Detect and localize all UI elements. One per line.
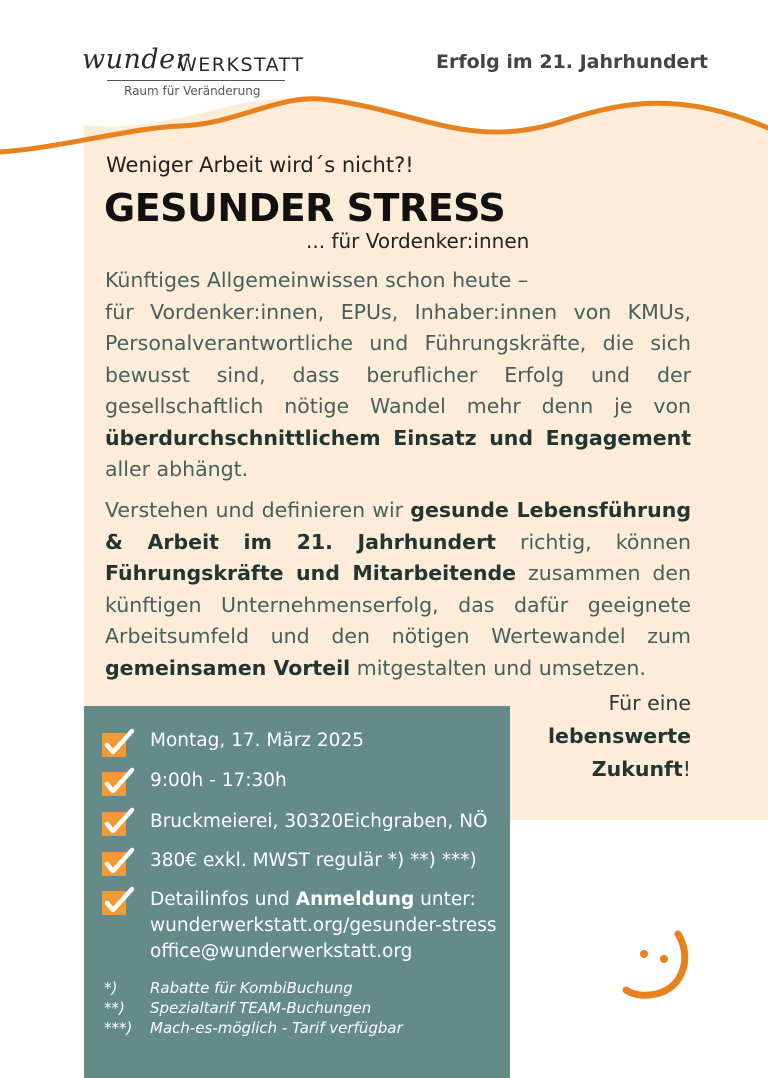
event-price: 380€ exkl. MWST regulär *) **) ***) xyxy=(150,850,477,871)
smiley-icon xyxy=(620,928,692,1000)
footnote-mark: *) xyxy=(104,979,118,997)
header-title: Erfolg im 21. Jahrhundert xyxy=(436,51,708,73)
info-panel xyxy=(84,706,510,1078)
paragraph-intro-end: aller abhängt. xyxy=(105,457,249,481)
logo-wordmark: wunder xyxy=(82,44,190,75)
event-details xyxy=(150,887,497,965)
kicker: Weniger Arbeit wird´s nicht?! xyxy=(106,153,414,177)
event-location: Bruckmeierei, 30320Eichgraben, NÖ xyxy=(150,811,488,832)
event-time: 9:00h - 17:30h xyxy=(150,770,287,791)
closing-punct: ! xyxy=(682,757,691,781)
footnote-text: Spezialtarif TEAM-Buchungen xyxy=(150,999,372,1017)
footnotes xyxy=(104,978,403,1038)
checkbox-icon xyxy=(101,767,135,797)
paragraph-main xyxy=(105,495,691,684)
paragraph-main-text2: richtig, können xyxy=(520,529,691,554)
details-url-link[interactable]: wunderwerkstatt.org/gesunder-stress xyxy=(150,915,497,936)
footnote-mark: **) xyxy=(104,999,125,1017)
paragraph-main-text4: mitgestalten und umsetzen. xyxy=(356,655,646,680)
paragraph-intro-line1: Künftiges Allgemeinwissen schon heute – xyxy=(105,268,529,292)
closing-line2: lebenswerte xyxy=(548,724,691,748)
checkbox-icon xyxy=(101,847,135,877)
checkbox-icon xyxy=(101,886,135,916)
footnote-text: Rabatte für KombiBuchung xyxy=(150,979,353,997)
paragraph-intro-emphasis: überdurchschnittlichem Einsatz und Engagement xyxy=(105,425,691,450)
paragraph-main-text3: zusammen den künftigen Unternehmenserfolg, das dafür geeignete Arbeitsumfeld und den nötigen Wertewandel zum xyxy=(105,561,691,648)
logo-tagline: Raum für Veränderung xyxy=(124,84,261,98)
logo-werkstatt: WERKSTATT xyxy=(178,54,305,76)
paragraph-intro-text: für Vordenker:innen, EPUs, Inhaber:innen von KMUs, Personalverantwortliche und Führungskräfte, die sich bewusst sind, dass beruflicher Erfolg und der gesellschaftlich nötige Wandel mehr denn je von xyxy=(105,299,691,418)
paragraph-main-emphasis2: Führungskräfte und Mitarbeitende xyxy=(105,561,517,585)
footnote xyxy=(104,1018,403,1038)
footnote-text: Mach-es-möglich - Tarif verfügbar xyxy=(150,1019,403,1037)
paragraph-intro xyxy=(105,265,691,486)
paragraph-main-emphasis3: gemeinsamen Vorteil xyxy=(105,655,351,680)
footnote xyxy=(104,978,403,998)
paragraph-main-emphasis1: gesunde Lebensführung & Arbeit im 21. Jahrhundert xyxy=(105,498,691,554)
checkbox-icon xyxy=(101,728,135,758)
page-title: GESUNDER STRESS xyxy=(104,186,506,230)
footnote xyxy=(104,998,403,1018)
details-prefix: Detailinfos und xyxy=(150,889,290,910)
footnote-mark: ***) xyxy=(104,1019,133,1037)
closing-line1: Für eine xyxy=(608,691,691,715)
details-email-link[interactable]: office@wunderwerkstatt.org xyxy=(150,941,413,962)
closing-slogan xyxy=(520,687,691,786)
subtitle: ... für Vordenker:innen xyxy=(306,229,530,253)
logo-divider xyxy=(107,80,285,81)
paragraph-main-text1: Verstehen und definieren wir xyxy=(105,498,404,522)
details-suffix: unter: xyxy=(420,889,476,910)
event-date: Montag, 17. März 2025 xyxy=(150,730,364,751)
details-emphasis: Anmeldung xyxy=(295,889,415,910)
closing-line3: Zukunft xyxy=(591,757,683,781)
checkbox-icon xyxy=(101,807,135,837)
